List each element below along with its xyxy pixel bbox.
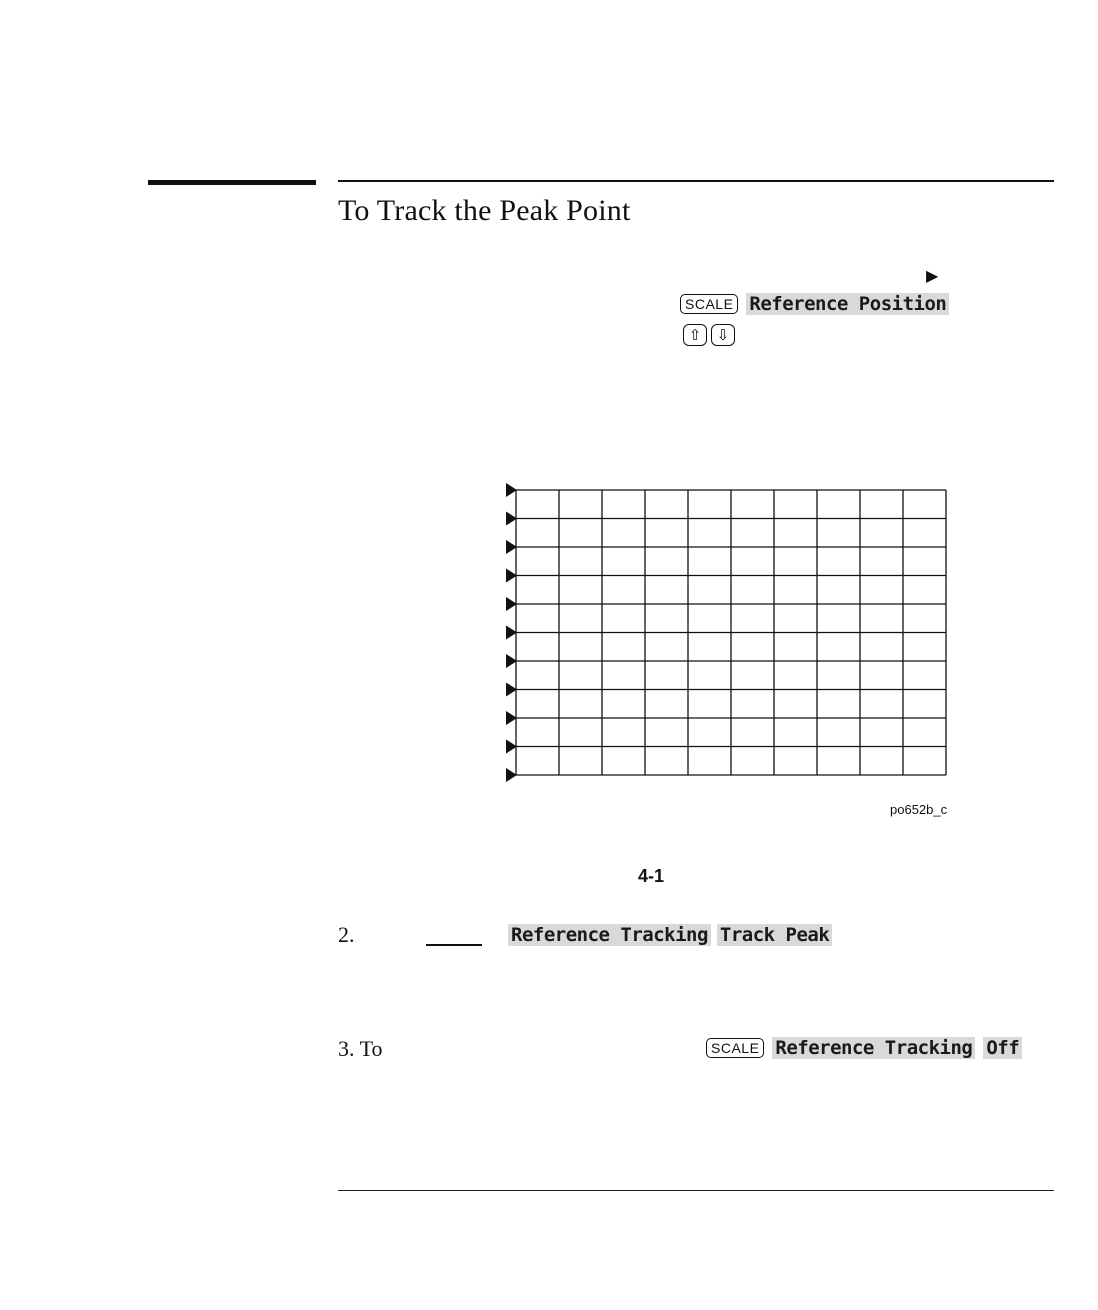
off-softkey[interactable]: Off [983, 1037, 1022, 1059]
grid-lines [516, 490, 946, 775]
figure-number: 4-1 [638, 866, 665, 886]
reference-position-softkey[interactable]: Reference Position [746, 293, 949, 315]
step3-number: 3. [338, 1036, 355, 1061]
section-thick-rule [148, 180, 316, 185]
arrow-up-key-icon[interactable]: ⇧ [683, 324, 707, 346]
arrow-down-key-icon[interactable]: ⇩ [711, 324, 735, 346]
reference-tracking-softkey[interactable]: Reference Tracking [508, 924, 711, 946]
reference-marker-icon [506, 540, 517, 554]
step2-key-placeholder [426, 944, 482, 946]
reference-marker-icon [506, 512, 517, 526]
reference-marker-icon [506, 626, 517, 640]
reference-marker-icon [506, 483, 517, 497]
reference-position-grid-figure [500, 478, 960, 790]
reference-marker-icon [506, 569, 517, 583]
step1-arrow-keys [683, 324, 735, 346]
reference-tracking-off-softkey[interactable]: Reference Tracking [772, 1037, 975, 1059]
step2-number: 2. [338, 922, 355, 947]
page-title: To Track the Peak Point [338, 194, 631, 227]
reference-marker-icon [506, 654, 517, 668]
step3-lead [338, 1036, 383, 1062]
step3-keys-row [706, 1037, 1022, 1059]
page-bottom-rule [338, 1190, 1054, 1191]
reference-marker-icon [506, 683, 517, 697]
step2-softkeys [508, 924, 832, 946]
figure-label: po652b_c [890, 802, 948, 817]
reference-marker-icon [506, 768, 517, 782]
track-peak-softkey[interactable]: Track Peak [717, 924, 832, 946]
reference-marker-icon [506, 597, 517, 611]
step3-lead-text: To [359, 1036, 383, 1061]
section-top-rule [338, 180, 1054, 182]
reference-marker-icon [506, 711, 517, 725]
reference-markers [506, 483, 517, 782]
scale-hardkey[interactable]: SCALE [680, 294, 738, 314]
scale-hardkey-step3[interactable]: SCALE [706, 1038, 764, 1058]
position-indicator-icon: ▶ [926, 268, 939, 285]
reference-marker-icon [506, 740, 517, 754]
step1-keys-row [680, 293, 949, 315]
